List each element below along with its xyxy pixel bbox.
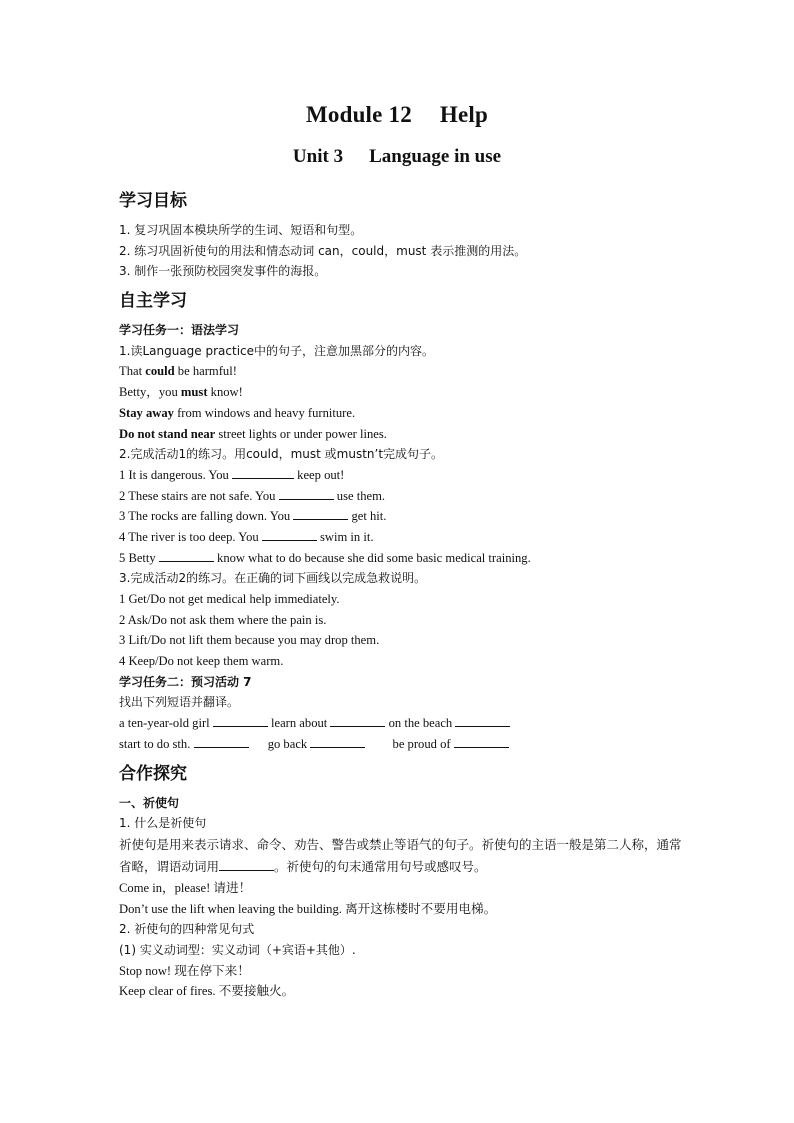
unit-number: Unit 3 — [292, 146, 344, 167]
question-3-intro: 3.完成活动2的练习。在正确的词下画线以完成急救说明。 — [119, 571, 427, 586]
first-aid-item: 3 Lift/Do not lift them because you may drop them. — [119, 633, 380, 648]
answer-blank[interactable] — [159, 549, 214, 562]
goal-item: 3. 制作一张预防校园突发事件的海报。 — [119, 264, 327, 279]
phrase: a ten-year-old girl — [119, 716, 210, 731]
answer-blank[interactable] — [219, 858, 274, 871]
task-one-title: 学习任务一：语法学习 — [119, 323, 240, 338]
fill-in-item: 3 The rocks are falling down. You get hit. — [119, 509, 387, 524]
unit-title — [0, 146, 794, 168]
fill-in-item: 1 It is dangerous. You keep out! — [119, 467, 345, 482]
phrase: go back — [267, 736, 308, 751]
answer-blank[interactable] — [455, 714, 510, 727]
phrase: be proud of — [392, 736, 451, 751]
bold-word: Stay away — [119, 405, 174, 420]
example-sentence: Stop now! 现在停下来！ — [119, 963, 250, 978]
answer-blank[interactable] — [232, 466, 294, 479]
goal-item: 2. 练习巩固祈使句的用法和情态动词 can，could，must 表示推测的用法。 — [119, 243, 527, 258]
first-aid-item: 1 Get/Do not get medical help immediately. — [119, 592, 340, 606]
example-sentence: Keep clear of fires. 不要接触火。 — [119, 984, 295, 999]
example-sentence: That could be harmful! — [119, 364, 237, 379]
module-title — [0, 102, 794, 128]
example-sentence: Betty，you must know! — [119, 385, 243, 400]
module-number: Module 12 — [305, 102, 412, 127]
phrase-intro: 找出下列短语并翻译。 — [119, 695, 240, 710]
pattern-1-title: (1) 实义动词型：实义动词（+宾语+其他）. — [119, 942, 356, 957]
point-2-title: 2. 祈使句的四种常见句式 — [119, 922, 255, 937]
cooperative-heading: 合作探究 — [119, 763, 187, 784]
phrase-row — [119, 734, 689, 755]
bold-word: could — [145, 364, 175, 379]
unit-name: Language in use — [369, 146, 502, 167]
goal-item: 1. 复习巩固本模块所学的生词、短语和句型。 — [119, 223, 363, 237]
example-sentence: Do not stand near street lights or under power lines. — [119, 426, 387, 441]
imperative-section-title: 一、祈使句 — [119, 795, 180, 810]
answer-blank[interactable] — [279, 487, 334, 500]
phrase-row — [119, 713, 689, 734]
answer-blank[interactable] — [310, 735, 365, 748]
bold-word: must — [180, 385, 208, 400]
question-1-intro: 1.读Language practice中的句子，注意加黑部分的内容。 — [119, 343, 435, 358]
answer-blank[interactable] — [454, 735, 509, 748]
first-aid-item: 2 Ask/Do not ask them where the pain is. — [119, 612, 327, 627]
goals-heading: 学习目标 — [119, 191, 187, 211]
answer-blank[interactable] — [213, 714, 268, 727]
fill-in-item: 5 Betty know what to do because she did some basic medical training. — [119, 550, 531, 565]
self-study-heading: 自主学习 — [119, 291, 187, 312]
example-sentence: Stay away from windows and heavy furniture. — [119, 405, 356, 420]
fill-in-item: 4 The river is too deep. You swim in it. — [119, 529, 374, 544]
phrase: on the beach — [388, 716, 453, 731]
first-aid-item: 4 Keep/Do not keep them warm. — [119, 654, 284, 669]
module-name: Help — [439, 102, 489, 127]
task-two-title: 学习任务二：预习活动 7 — [119, 674, 252, 689]
fill-in-item: 2 These stairs are not safe. You use them. — [119, 488, 386, 503]
imperative-definition: 祈使句是用来表示请求、命令、劝告、警告或禁止等语气的句子。祈使句的主语一般是第二人称，通常省略，谓语动词用 。祈使句的句末通常用句号或感叹号。 — [119, 836, 682, 874]
point-1-title: 1. 什么是祈使句 — [119, 816, 207, 831]
answer-blank[interactable] — [194, 735, 249, 748]
answer-blank[interactable] — [262, 528, 317, 541]
phrase: start to do sth. — [119, 736, 191, 751]
bold-word: Do not stand near — [119, 426, 216, 441]
example-sentence: Come in，please! 请进！ — [119, 880, 252, 895]
answer-blank[interactable] — [293, 507, 348, 520]
worksheet-content — [119, 188, 689, 1002]
example-sentence: Don’t use the lift when leaving the building. 离开这栋楼时不要用电梯。 — [119, 901, 497, 916]
answer-blank[interactable] — [330, 714, 385, 727]
phrase: learn about — [270, 716, 328, 731]
question-2-intro: 2.完成活动1的练习。用could，must 或mustn’t完成句子。 — [119, 447, 444, 462]
